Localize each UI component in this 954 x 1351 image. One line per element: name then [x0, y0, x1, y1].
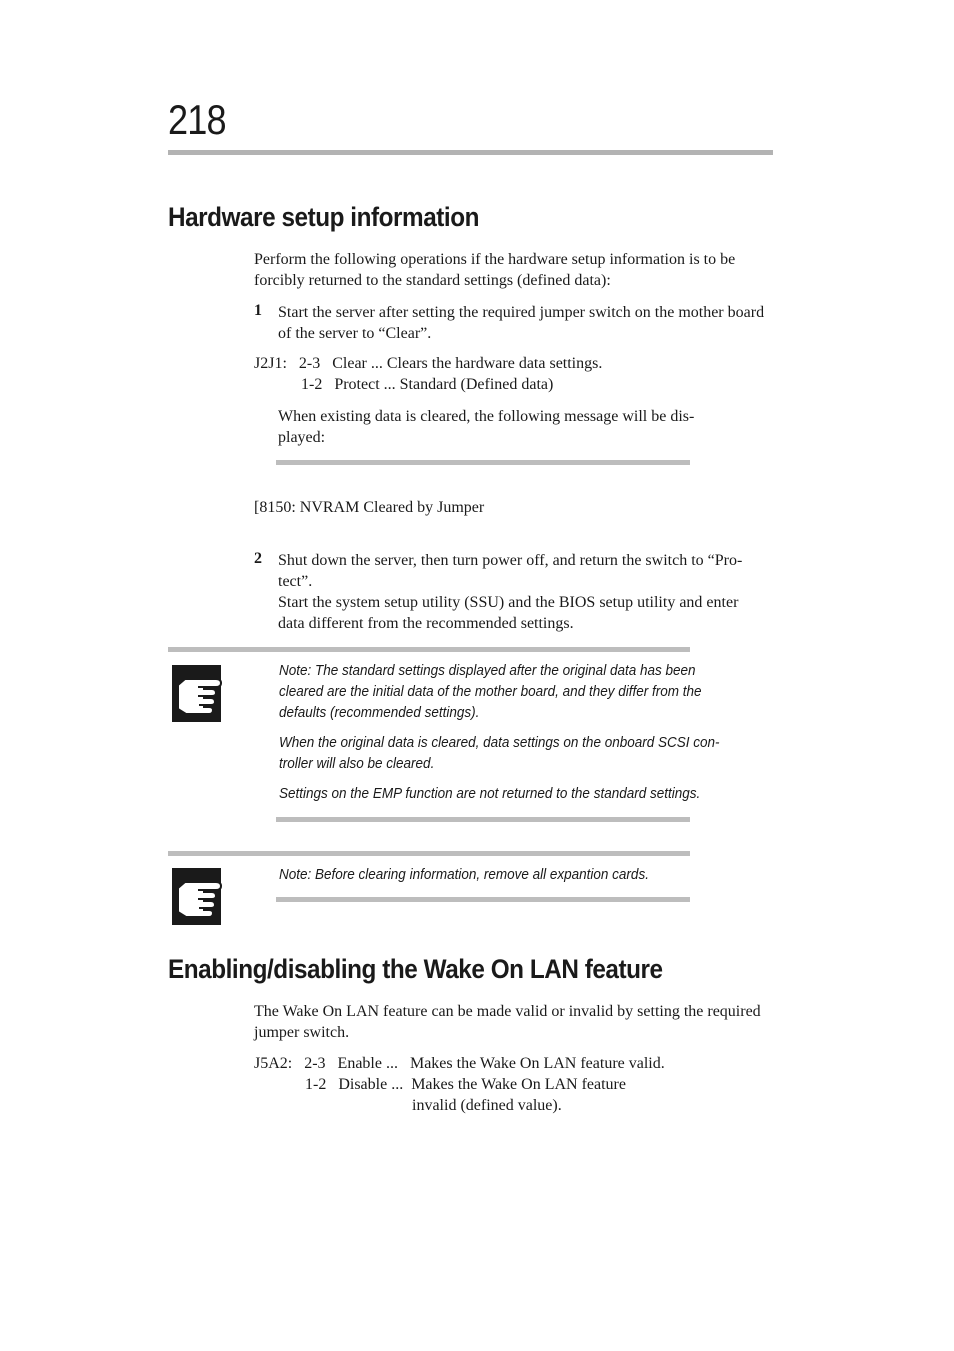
jumper-setting: invalid (defined value). [412, 1097, 562, 1114]
step1-text [278, 302, 764, 344]
cleared-message-intro [278, 406, 694, 448]
intro-line: forcibly returned to the standard settings (defined data): [254, 272, 611, 289]
step-line: Start the server after setting the required jumper switch on the mother board [278, 304, 765, 321]
message-box-rule [276, 460, 690, 465]
header-rule [168, 150, 773, 155]
jumper-j5a2-line2 [305, 1074, 626, 1095]
step-line: tect”. [278, 573, 313, 590]
note2-text: Note: Before clearing information, remove all expantion cards. [279, 866, 649, 883]
pointing-hand-icon [172, 665, 224, 723]
section-heading-wake-on-lan: Enabling/disabling the Wake On LAN feature [168, 954, 663, 984]
section2-intro [254, 1001, 761, 1043]
note1-paragraph1 [279, 660, 729, 723]
pointing-hand-icon [172, 868, 224, 926]
jumper-j2j1-line2 [301, 374, 553, 395]
note2-bottom-rule [276, 897, 690, 902]
section1-intro [254, 249, 735, 291]
note1-bottom-rule [276, 817, 690, 822]
jumper-setting: J5A2: 2-3 Enable ... Makes the Wake On LAN feature valid. [254, 1055, 665, 1072]
jumper-j5a2-line1 [254, 1053, 665, 1074]
page-number: 218 [168, 96, 226, 143]
step2-text [278, 550, 742, 634]
jumper-setting: J2J1: 2-3 Clear ... Clears the hardware data settings. [254, 355, 603, 372]
note-line: When the original data is cleared, data settings on the onboard SCSI con- [279, 734, 720, 751]
intro-line: jumper switch. [254, 1024, 350, 1041]
step-number-2: 2 [254, 550, 262, 567]
jumper-setting: 1-2 Protect ... Standard (Defined data) [301, 376, 554, 393]
note-line: troller will also be cleared. [279, 755, 435, 772]
step-line: of the server to “Clear”. [278, 325, 432, 342]
jumper-j5a2-line3 [412, 1095, 562, 1116]
nvram-message: [8150: NVRAM Cleared by Jumper [254, 499, 485, 516]
section-heading-hardware-setup: Hardware setup information [168, 202, 480, 232]
text-line: When existing data is cleared, the following message will be dis- [278, 408, 695, 425]
step-line: data different from the recommended settings. [278, 615, 574, 632]
step-line: Start the system setup utility (SSU) and the BIOS setup utility and enter [278, 594, 739, 611]
intro-line: Perform the following operations if the hardware setup information is to be [254, 251, 736, 268]
jumper-setting: 1-2 Disable ... Makes the Wake On LAN feature [305, 1076, 626, 1093]
jumper-j2j1-line1 [254, 353, 602, 374]
note1-paragraph3 [279, 783, 729, 804]
note-line: cleared are the initial data of the mother board, and they differ from the [279, 683, 702, 700]
note-line: defaults (recommended settings). [279, 704, 480, 721]
intro-line: The Wake On LAN feature can be made valid or invalid by setting the required [254, 1003, 761, 1020]
note1-top-rule [168, 647, 690, 652]
note-line: Note: The standard settings displayed after the original data has been [279, 662, 696, 679]
text-line: played: [278, 429, 326, 446]
note1-paragraph2 [279, 732, 729, 774]
note-line: Settings on the EMP function are not returned to the standard settings. [279, 785, 701, 802]
step-number-1: 1 [254, 302, 262, 319]
note2-top-rule [168, 851, 690, 856]
step-line: Shut down the server, then turn power off, and return the switch to “Pro- [278, 552, 743, 569]
